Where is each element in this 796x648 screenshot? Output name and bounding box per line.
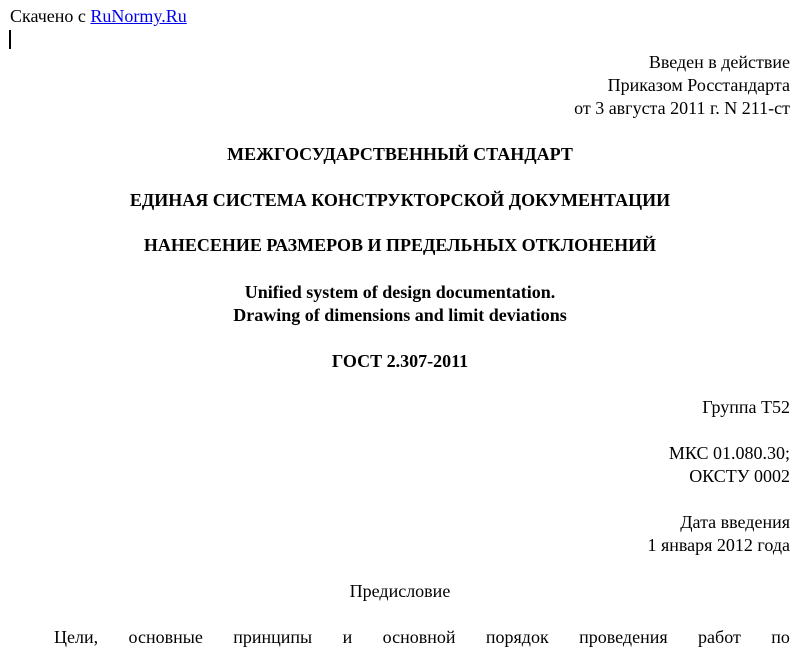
intro-date-value: 1 января 2012 года bbox=[647, 535, 790, 555]
system-title: ЕДИНАЯ СИСТЕМА КОНСТРУКТОРСКОЙ ДОКУМЕНТАЦИИ bbox=[129, 190, 671, 210]
foreword-word: основной bbox=[382, 627, 456, 647]
mks-code: МКС 01.080.30; bbox=[668, 443, 790, 463]
foreword-word: порядок bbox=[485, 627, 549, 647]
foreword-first-line bbox=[54, 626, 790, 648]
source-link[interactable]: RuNormy.Ru bbox=[90, 6, 187, 26]
standard-code: ГОСТ 2.307-2011 bbox=[331, 351, 469, 371]
intro-date-label: Дата введения bbox=[680, 512, 790, 532]
foreword-word: Цели, bbox=[54, 627, 99, 647]
foreword-word: и bbox=[342, 627, 353, 647]
okstu-code: ОКСТУ 0002 bbox=[689, 466, 790, 486]
english-title-line-1: Unified system of design documentation. bbox=[244, 282, 556, 302]
foreword-word: по bbox=[771, 627, 790, 647]
source-prefix: Скачено с bbox=[10, 6, 91, 26]
subject-title: НАНЕСЕНИЕ РАЗМЕРОВ И ПРЕДЕЛЬНЫХ ОТКЛОНЕНИЙ bbox=[143, 235, 657, 255]
enacted-line-1: Введен в действие bbox=[648, 52, 790, 72]
group-label: Группа Т52 bbox=[702, 397, 790, 417]
text-cursor bbox=[9, 30, 11, 49]
standard-type-title: МЕЖГОСУДАРСТВЕННЫЙ СТАНДАРТ bbox=[227, 144, 573, 164]
foreword-word: проведения bbox=[579, 627, 668, 647]
english-title-line-2: Drawing of dimensions and limit deviations bbox=[233, 305, 567, 325]
enacted-line-2: Приказом Росстандарта bbox=[607, 75, 790, 95]
foreword-heading: Предисловие bbox=[349, 581, 451, 601]
foreword-word: основные bbox=[128, 627, 203, 647]
enacted-line-3: от 3 августа 2011 г. N 211-ст bbox=[574, 98, 790, 118]
source-line bbox=[10, 5, 187, 27]
foreword-word: принципы bbox=[233, 627, 313, 647]
foreword-word: работ bbox=[698, 627, 741, 647]
